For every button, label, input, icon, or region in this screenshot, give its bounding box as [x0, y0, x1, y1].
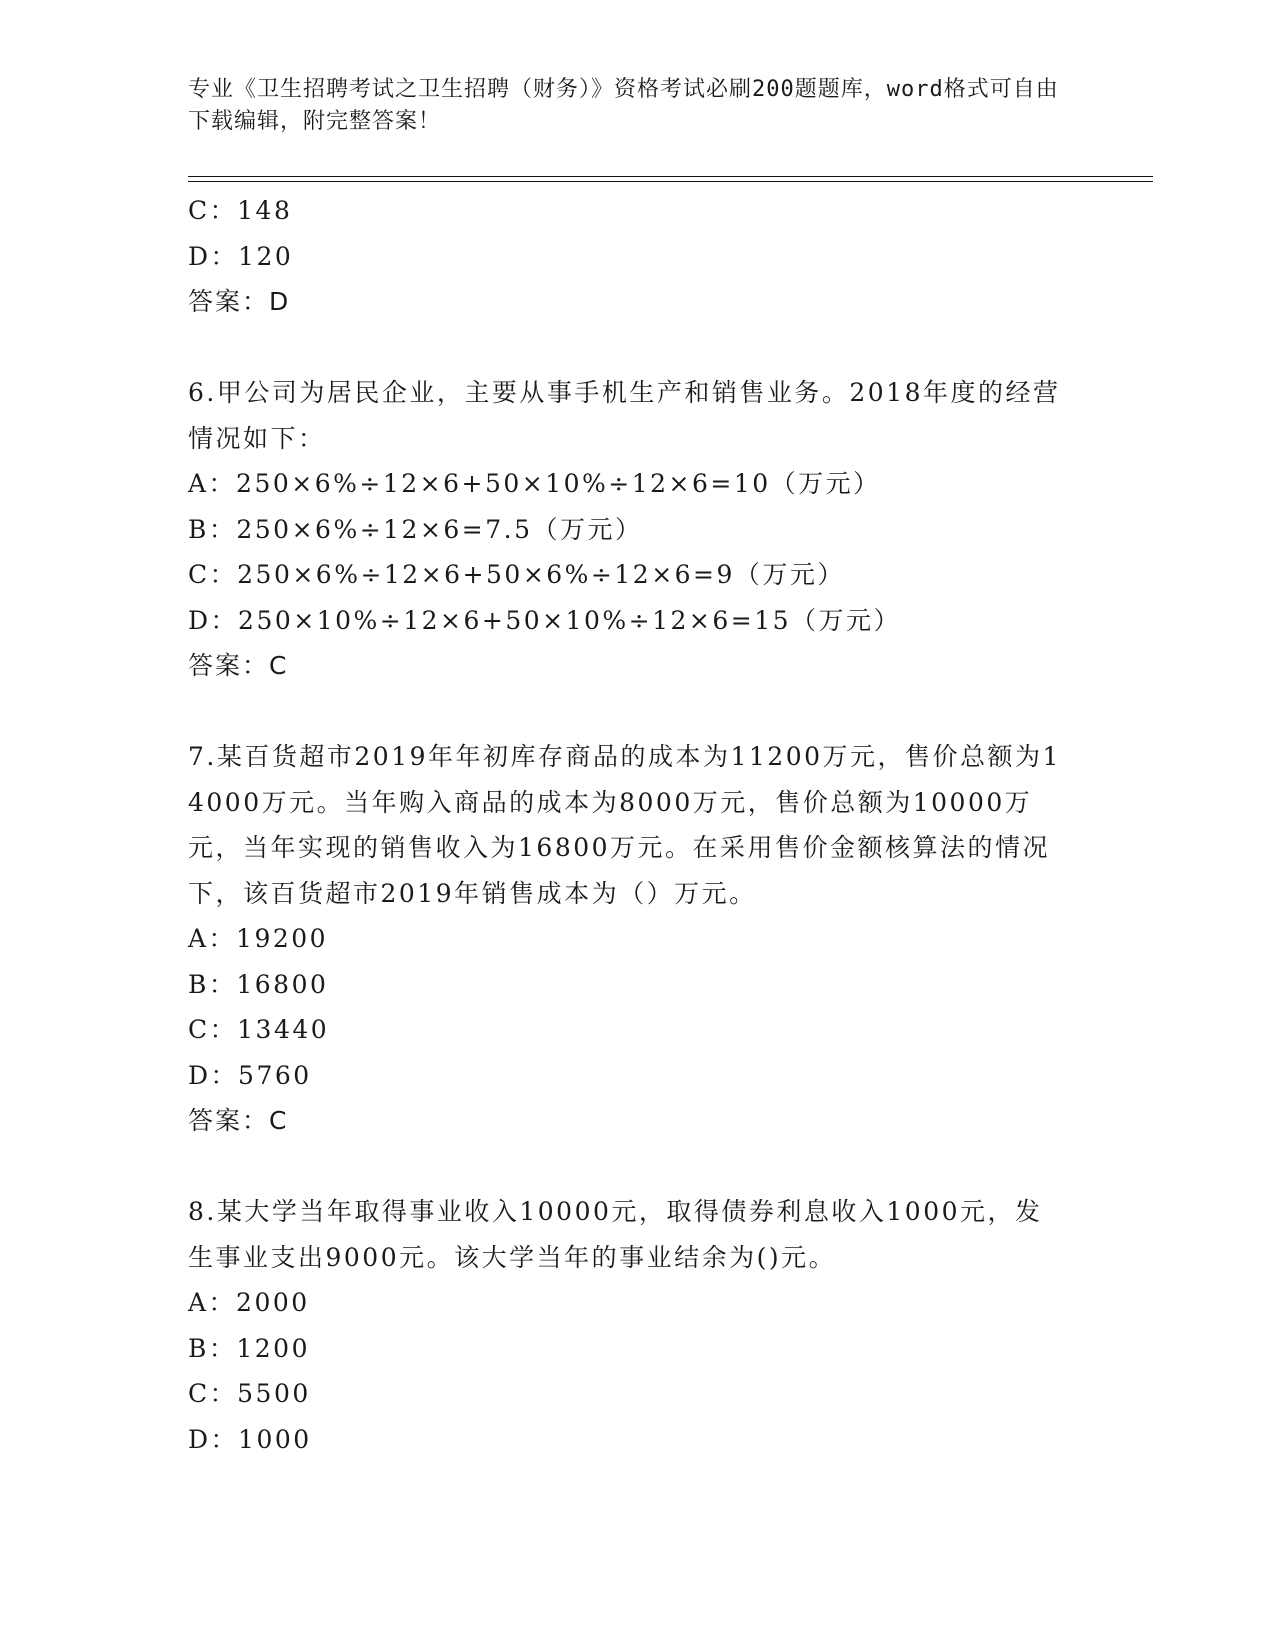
option-b: B：1200 — [188, 1333, 310, 1363]
question-stem: 6.甲公司为居民企业，主要从事手机生产和销售业务。2018年度的经营情况如下： — [188, 378, 1061, 453]
spacer — [188, 689, 1068, 735]
option-a: A：2000 — [188, 1288, 310, 1317]
answer: 答案：C — [188, 651, 289, 680]
option-d: D：120 — [188, 241, 294, 271]
option-d: D：5760 — [188, 1060, 312, 1090]
header-rule-top — [188, 176, 1153, 177]
option-c: C：148 — [188, 196, 293, 225]
option-d: D：1000 — [188, 1424, 312, 1454]
question-content — [188, 188, 1068, 1462]
option-b: B：16800 — [188, 969, 329, 999]
spacer — [188, 325, 1068, 371]
question-stem: 7.某百货超市2019年年初库存商品的成本为11200万元，售价总额为14000万元。当年购入商品的成本为8000万元，售价总额为10000万元，当年实现的销售收入为16800万元。在采用售价金额核算法的情况下，该百货超市2019年销售成本为（）万元。 — [188, 742, 1061, 908]
option-c: C：250×6%÷12×6+50×6%÷12×6=9（万元） — [188, 560, 845, 589]
option-d: D：250×10%÷12×6+50×10%÷12×6=15（万元） — [188, 605, 902, 635]
option-c: C：13440 — [188, 1015, 330, 1044]
spacer — [188, 1144, 1068, 1190]
question-stem: 8.某大学当年取得事业收入10000元，取得债券利息收入1000元，发生事业支出9000元。该大学当年的事业结余为()元。 — [188, 1197, 1043, 1272]
answer: 答案：C — [188, 1106, 289, 1135]
header-rule-bottom — [188, 181, 1153, 182]
document-header: 专业《卫生招聘考试之卫生招聘（财务）》资格考试必刷200题题库，word格式可自由下载编辑，附完整答案！ — [188, 77, 1059, 134]
option-a: A：19200 — [188, 924, 329, 953]
option-a: A：250×6%÷12×6+50×10%÷12×6=10（万元） — [188, 469, 881, 498]
answer: 答案：D — [188, 287, 291, 316]
option-c: C：5500 — [188, 1379, 311, 1408]
option-b: B：250×6%÷12×6=7.5（万元） — [188, 514, 643, 544]
